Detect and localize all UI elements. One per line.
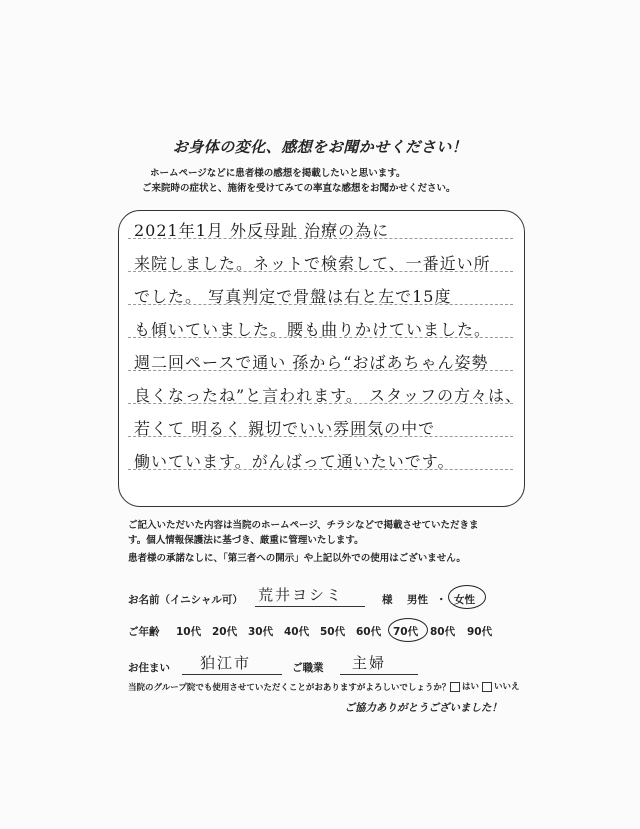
age-label: ご年齢 [128, 626, 160, 638]
age-option-20[interactable]: 20代 [212, 626, 238, 638]
age-option-10[interactable]: 10代 [176, 626, 202, 638]
testimonial-line: 週二回ペースで通い 孫から“おばあちゃん姿勢 [134, 353, 489, 372]
thanks-message: ご協力ありがとうございました！ [344, 702, 502, 714]
no-label: いいえ [494, 682, 520, 692]
intro-line-2: ご来院時の症状と、施術を受けてみての率直な感想をお聞かせください。 [142, 183, 456, 194]
address-label: お住まい [128, 662, 170, 674]
age-option-30[interactable]: 30代 [248, 626, 274, 638]
yes-label: はい [462, 682, 480, 692]
notice-line-1: ご記入いただいた内容は当院のホームページ、チラシなどで掲載させていただきま [128, 520, 479, 531]
testimonial-line: 良くなったね”と言われます。 スタッフの方々は、 [134, 386, 522, 405]
no-checkbox[interactable] [482, 682, 492, 692]
job-underline [340, 674, 418, 675]
name-label: お名前（イニシャル可） [128, 594, 243, 606]
notice-line-2: す。個人情報保護法に基づき、厳重に管理いたします。 [128, 535, 364, 546]
age-option-90[interactable]: 90代 [467, 626, 493, 638]
age-option-40[interactable]: 40代 [284, 626, 310, 638]
notice-line-3: 患者様の承諾なしに、「第三者への開示」や上記以外での使用はございません。 [128, 553, 466, 564]
testimonial-line: 来院しました。ネットで検索して、一番近い所 [134, 254, 491, 273]
age-option-60[interactable]: 60代 [356, 626, 382, 638]
age-option-50[interactable]: 50代 [320, 626, 346, 638]
honorific-label: 様 [382, 594, 393, 606]
permission-yes-option[interactable] [450, 680, 479, 692]
page-title: お身体の変化、感想をお聞かせください！ [172, 138, 468, 156]
testimonial-line: も傾いていました。腰も曲りかけていました。 [134, 320, 492, 339]
job-label: ご職業 [292, 662, 324, 674]
testimonial-line: 若くて 明るく 親切でいい雰囲気の中で [134, 419, 436, 438]
name-field[interactable]: 荒井ヨシミ [258, 586, 344, 604]
job-field[interactable]: 主婦 [352, 654, 387, 672]
age-option-80[interactable]: 80代 [430, 626, 456, 638]
age-option-70[interactable]: 70代 [393, 626, 419, 638]
permission-question: 当院のグループ院でも使用させていただくことがおありますがよろしいでしょうか？ [128, 683, 451, 693]
yes-checkbox[interactable] [450, 682, 460, 692]
gender-male-option[interactable]: 男性 [407, 594, 428, 606]
name-underline [255, 606, 365, 607]
intro-line-1: ホームページなどに患者様の感想を掲載したいと思います。 [150, 168, 406, 179]
gender-female-option[interactable]: 女性 [454, 594, 475, 606]
address-underline [182, 674, 282, 675]
address-field[interactable]: 狛江市 [200, 654, 252, 672]
testimonial-line: 2021年1月 外反母趾 治療の為に [134, 221, 390, 240]
testimonial-line: 働いています。がんばって通いたいです。 [134, 452, 455, 471]
gender-selected-circle [448, 585, 486, 609]
gender-separator: ・ [436, 594, 447, 606]
testimonial-line: でした。 写真判定で骨盤は右と左で15度 [134, 287, 452, 306]
permission-no-option[interactable] [482, 680, 520, 692]
age-selected-circle [388, 618, 428, 642]
